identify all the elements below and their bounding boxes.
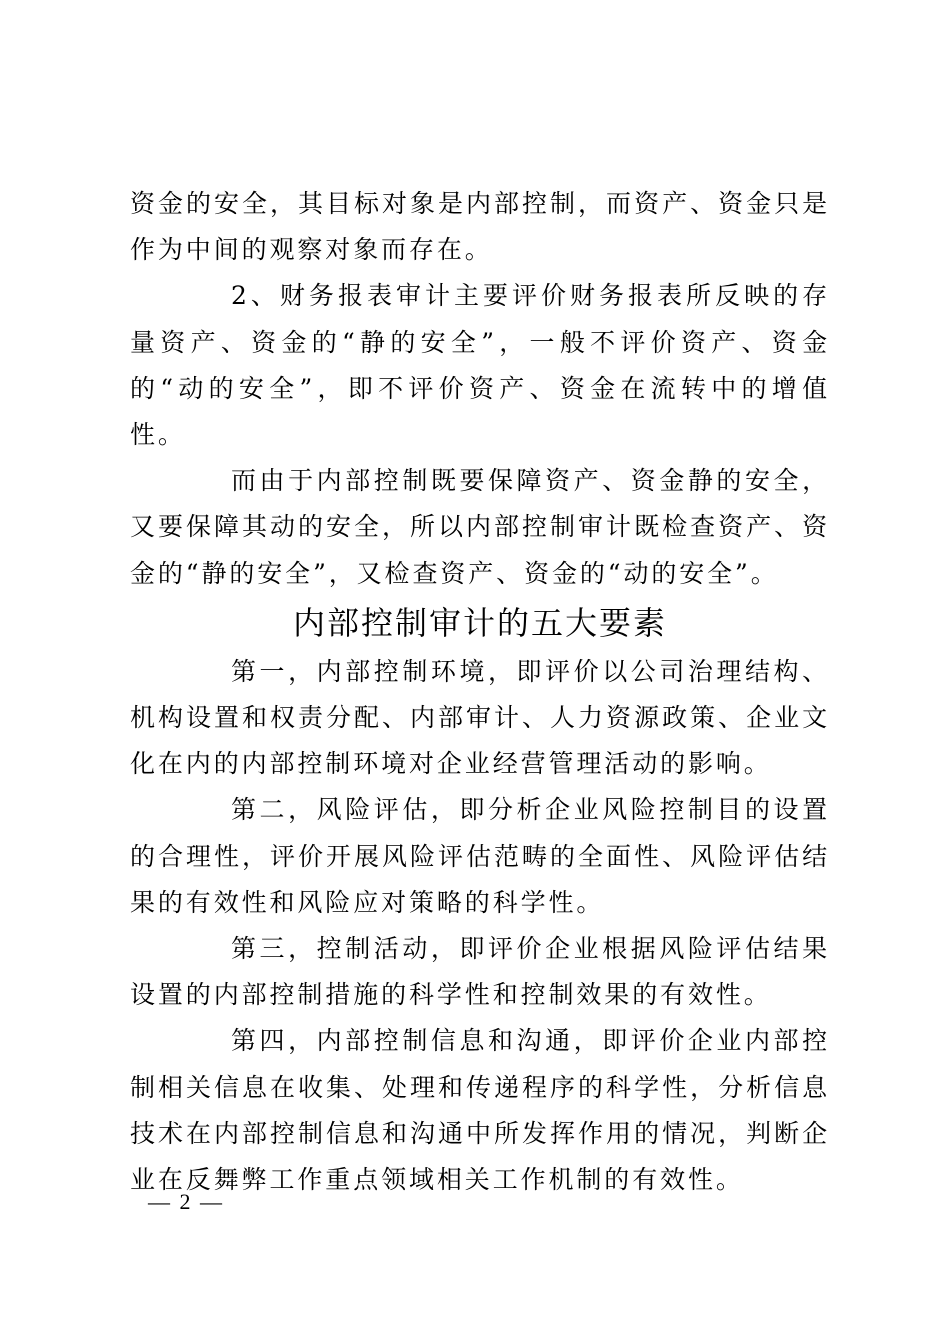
document-body [130,181,830,1203]
page-number: — 2 — [148,1189,224,1214]
paragraph-element-3: 第三，控制活动，即评价企业根据风险评估结果设置的内部控制措施的科学性和控制效果的有效性。 [130,934,830,1010]
paragraph-internal-control-audit: 而由于内部控制既要保障资产、资金静的安全，又要保障其动的安全，所以内部控制审计既检查资产、资金的“静的安全”，又检查资产、资金的“动的安全”。 [130,466,830,588]
paragraph-element-4: 第四，内部控制信息和沟通，即评价企业内部控制相关信息在收集、处理和传递程序的科学性，分析信息技术在内部控制信息和沟通中所发挥作用的情况，判断企业在反舞弊工作重点领域相关工作机制的有效性。 [130,1026,830,1195]
paragraph-financial-audit: 2、财务报表审计主要评价财务报表所反映的存量资产、资金的“静的安全”，一般不评价资产、资金的“动的安全”，即不评价资产、资金在流转中的增值性。 [130,281,830,450]
paragraph-element-1: 第一，内部控制环境，即评价以公司治理结构、机构设置和权责分配、内部审计、人力资源政策、企业文化在内的内部控制环境对企业经营管理活动的影响。 [130,656,830,779]
section-title: 内部控制审计的五大要素 [292,603,667,642]
continuation-paragraph: 资金的安全，其目标对象是内部控制，而资产、资金只是作为中间的观察对象而存在。 [130,189,830,265]
paragraph-element-2: 第二，风险评估，即分析企业风险控制目的设置的合理性，评价开展风险评估范畴的全面性、风险评估结果的有效性和风险应对策略的科学性。 [130,795,830,917]
